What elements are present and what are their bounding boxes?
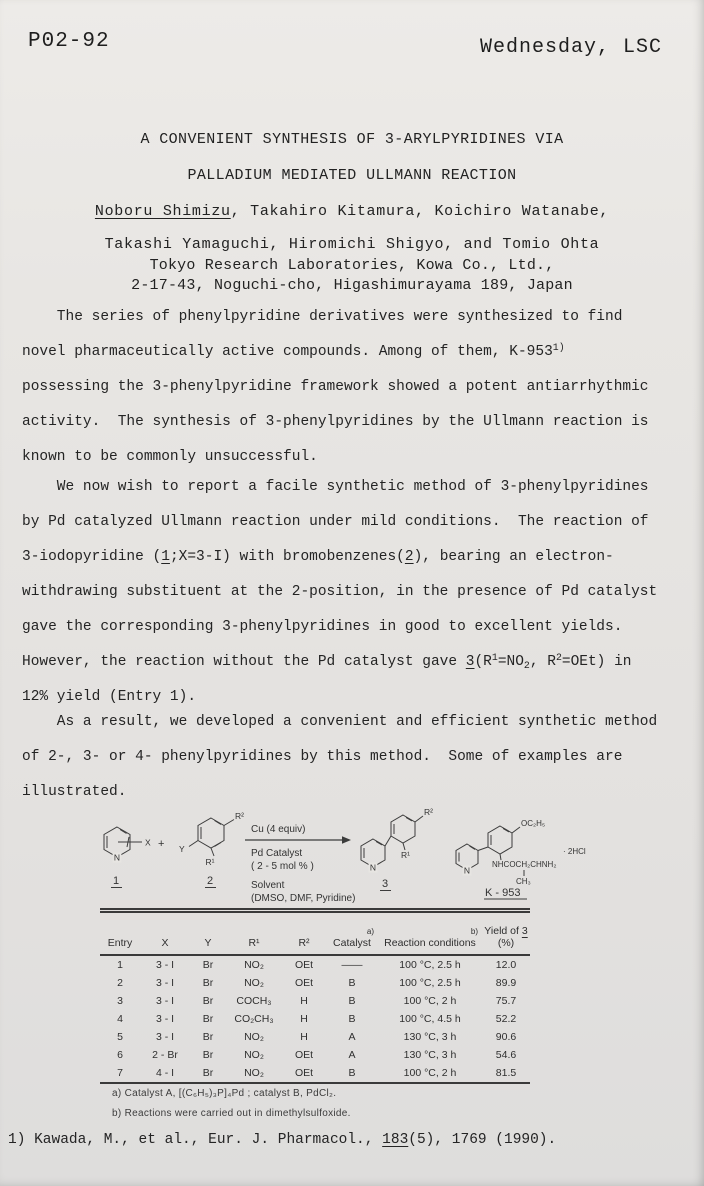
table-cell: H [300, 1031, 308, 1043]
author-line-1: Noboru Shimizu, Takahiro Kitamura, Koichiro Watanabe, [94, 203, 610, 220]
results-table [100, 908, 530, 1084]
k953-methyl-label: CH₃ [516, 877, 531, 886]
table-cell: NO₂ [244, 1067, 264, 1079]
table-cell: 52.2 [495, 1013, 517, 1025]
table-cell: OEt [294, 959, 314, 971]
table-cell: NO₂ [244, 959, 264, 971]
column-header-catalyst: a) Catalyst [326, 911, 378, 956]
table-cell: 81.5 [495, 1067, 517, 1079]
table-cell: 3 - I [155, 995, 175, 1007]
column-header-conditions: b) Reaction conditions [378, 911, 482, 956]
table-cell: 100 °C, 2 h [403, 995, 457, 1007]
paragraph-line: The series of phenylpyridine derivatives were synthesized to find [22, 309, 623, 325]
table-cell: Br [202, 995, 214, 1007]
table-cell: 2 - Br [152, 1049, 178, 1061]
table-cell: 89.9 [495, 977, 517, 989]
table-cell: —— [341, 959, 363, 971]
affiliation-line-1: Tokyo Research Laboratories, Kowa Co., Ltd., [149, 257, 555, 274]
paragraph-line: of 2-, 3- or 4- phenylpyridines by this method. Some of examples are [22, 749, 623, 765]
table-cell: 4 - I [155, 1067, 175, 1079]
table-cell: Br [202, 977, 214, 989]
abstract-paragraph-2 [22, 470, 682, 715]
nitrogen-atom-label: N [113, 852, 121, 863]
table-row [100, 1046, 530, 1064]
table-cell: B [348, 977, 356, 989]
table-cell: Br [202, 1049, 214, 1061]
condition-copper: Cu (4 equiv) [251, 824, 306, 835]
k953-ethoxy-label: OC₂H₅ [521, 819, 546, 828]
paragraph-line: gave the corresponding 3-phenylpyridines in good to excellent yields. [22, 619, 623, 635]
paragraph-line: by Pd catalyzed Ullmann reaction under mild conditions. The reaction of [22, 514, 649, 530]
table-cell: 6 [117, 1049, 123, 1061]
column-header-r1: R¹ [226, 911, 282, 956]
affiliation [0, 256, 704, 296]
paragraph-line: As a result, we developed a convenient and efficient synthetic method [22, 714, 658, 730]
column-header-x: X [140, 911, 190, 956]
session-label: Wednesday, LSC [479, 36, 662, 59]
table-cell: 100 °C, 2 h [403, 1067, 457, 1079]
table-cell: OEt [294, 1067, 314, 1079]
author-line-2: Takashi Yamaguchi, Hiromichi Shigyo, and Tomio Ohta [104, 236, 600, 253]
affiliation-line-2: 2-17-43, Noguchi-cho, Higashimurayama 189, Japan [131, 277, 573, 294]
abstract-paragraph-3 [22, 705, 682, 810]
column-header-yield: Yield of 3 (%) [482, 911, 530, 956]
table-cell: A [348, 1031, 356, 1043]
table-row [100, 992, 530, 1010]
table-cell: NO₂ [244, 1049, 264, 1061]
condition-mol-percent: ( 2 - 5 mol % ) [251, 861, 314, 872]
table-cell: OEt [294, 1049, 314, 1061]
paragraph-line: novel pharmaceutically active compounds. Among of them, K-953$^{1)}$ [22, 341, 565, 360]
table-header-row [100, 911, 530, 956]
table-row [100, 955, 530, 974]
compound-2-structure [189, 818, 234, 856]
table-cell: A [348, 1049, 356, 1061]
table-cell: 1 [117, 959, 123, 971]
reaction-scheme [55, 800, 695, 918]
compound-1-structure [104, 827, 142, 857]
compound-2-number: 2 [207, 875, 214, 887]
reaction-arrow [245, 836, 351, 844]
plus-sign: + [158, 838, 165, 850]
table-cell: 100 °C, 4.5 h [399, 1013, 461, 1025]
table-cell: Br [202, 1067, 214, 1079]
column-header-r2: R² [282, 911, 326, 956]
table-cell: 3 - I [155, 1031, 175, 1043]
table-cell: 12.0 [495, 959, 517, 971]
table-row [100, 1028, 530, 1046]
table-cell: 2 [117, 977, 123, 989]
column-header-y: Y [190, 911, 226, 956]
compound-1-number: 1 [113, 875, 120, 887]
r2-substituent-label: R² [424, 807, 433, 817]
table-footnote-a: a) Catalyst A, [(C₆H₅)₃P]₄Pd ; catalyst B, PdCl₂. [112, 1088, 337, 1099]
table-cell: COCH₃ [236, 995, 272, 1007]
table-cell: B [348, 1067, 356, 1079]
k953-hydrochloride-label: · 2HCl [563, 847, 586, 856]
y-substituent-label: Y [179, 844, 185, 854]
compound-3-structure [361, 815, 423, 867]
nitrogen-atom-label: N [463, 865, 471, 876]
nitrogen-atom-label: N [369, 862, 377, 873]
paragraph-line: known to be commonly unsuccessful. [22, 449, 318, 465]
abstract-paragraph-1 [22, 300, 682, 475]
poster-code: P02-92 [28, 30, 110, 53]
r1-substituent-label: R¹ [401, 850, 410, 860]
condition-solvent-list: (DMSO, DMF, Pyridine) [251, 893, 356, 904]
table-cell: 100 °C, 2.5 h [399, 959, 461, 971]
paper-title-line-1: A CONVENIENT SYNTHESIS OF 3-ARYLPYRIDINES VIA [140, 131, 564, 148]
table-cell: 130 °C, 3 h [403, 1049, 457, 1061]
paper-title-line-2: PALLADIUM MEDIATED ULLMANN REACTION [187, 167, 517, 184]
table-cell: 130 °C, 3 h [403, 1031, 457, 1043]
table-cell: NO₂ [244, 977, 264, 989]
table-cell: 3 - I [155, 959, 175, 971]
condition-solvent: Solvent [251, 880, 285, 891]
r1-substituent-label: R¹ [205, 857, 215, 867]
k953-side-chain-label: NHCOCH₂CHNH₂ [492, 860, 557, 869]
table-cell: NO₂ [244, 1031, 264, 1043]
table-cell: 75.7 [495, 995, 517, 1007]
footnote-mark-b: b) [470, 927, 478, 936]
paragraph-line: activity. The synthesis of 3-phenylpyridines by the Ullmann reaction is [22, 414, 649, 430]
table-cell: 3 [117, 995, 123, 1007]
condition-pd-catalyst: Pd Catalyst [251, 848, 303, 859]
table-cell: Br [202, 959, 214, 971]
table-footnote-b: b) Reactions were carried out in dimethylsulfoxide. [112, 1108, 351, 1119]
paragraph-line: possessing the 3-phenylpyridine framework showed a potent antiarrhythmic [22, 379, 649, 395]
table-cell: Br [202, 1013, 214, 1025]
footnote-mark-a: a) [366, 927, 374, 936]
paragraph-line: 12% yield (Entry 1). [22, 689, 197, 705]
paragraph-line: withdrawing substituent at the 2-position, in the presence of Pd catalyst [22, 584, 658, 600]
table-cell: 3 - I [155, 1013, 175, 1025]
author-list [0, 195, 704, 261]
table-row [100, 1064, 530, 1083]
paragraph-line: However, the reaction without the Pd catalyst gave $3(R^1=NO_2$, $R^2=OEt$) in [22, 651, 632, 672]
k953-name-label: K - 953 [485, 887, 521, 899]
r2-substituent-label: R² [235, 811, 244, 821]
table-cell: B [348, 995, 356, 1007]
table-cell: H [300, 995, 308, 1007]
table-row [100, 1010, 530, 1028]
table-cell: 3 - I [155, 977, 175, 989]
paragraph-line: We now wish to report a facile synthetic method of 3-phenylpyridines [22, 479, 649, 495]
x-substituent-label: X [145, 837, 151, 848]
reference-citation: 1) Kawada, M., et al., Eur. J. Pharmacol., 183(5), 1769 (1990). [8, 1132, 557, 1148]
compound-3-number: 3 [382, 878, 389, 890]
table-cell: 90.6 [495, 1031, 517, 1043]
table-cell: OEt [294, 977, 314, 989]
paragraph-line: 3-iodopyridine (1;X=3-I) with bromobenzenes(2), bearing an electron- [22, 549, 614, 565]
table-cell: 100 °C, 2.5 h [399, 977, 461, 989]
table-cell: 4 [117, 1013, 123, 1025]
table-cell: 5 [117, 1031, 123, 1043]
table-cell: CO₂CH₃ [234, 1013, 274, 1025]
table-cell: Br [202, 1031, 214, 1043]
table-row [100, 974, 530, 992]
table-cell: H [300, 1013, 308, 1025]
paragraph-line: illustrated. [22, 784, 127, 800]
column-header-entry: Entry [100, 911, 140, 956]
table-cell: 7 [117, 1067, 123, 1079]
table-cell: B [348, 1013, 356, 1025]
table-cell: 54.6 [495, 1049, 517, 1061]
